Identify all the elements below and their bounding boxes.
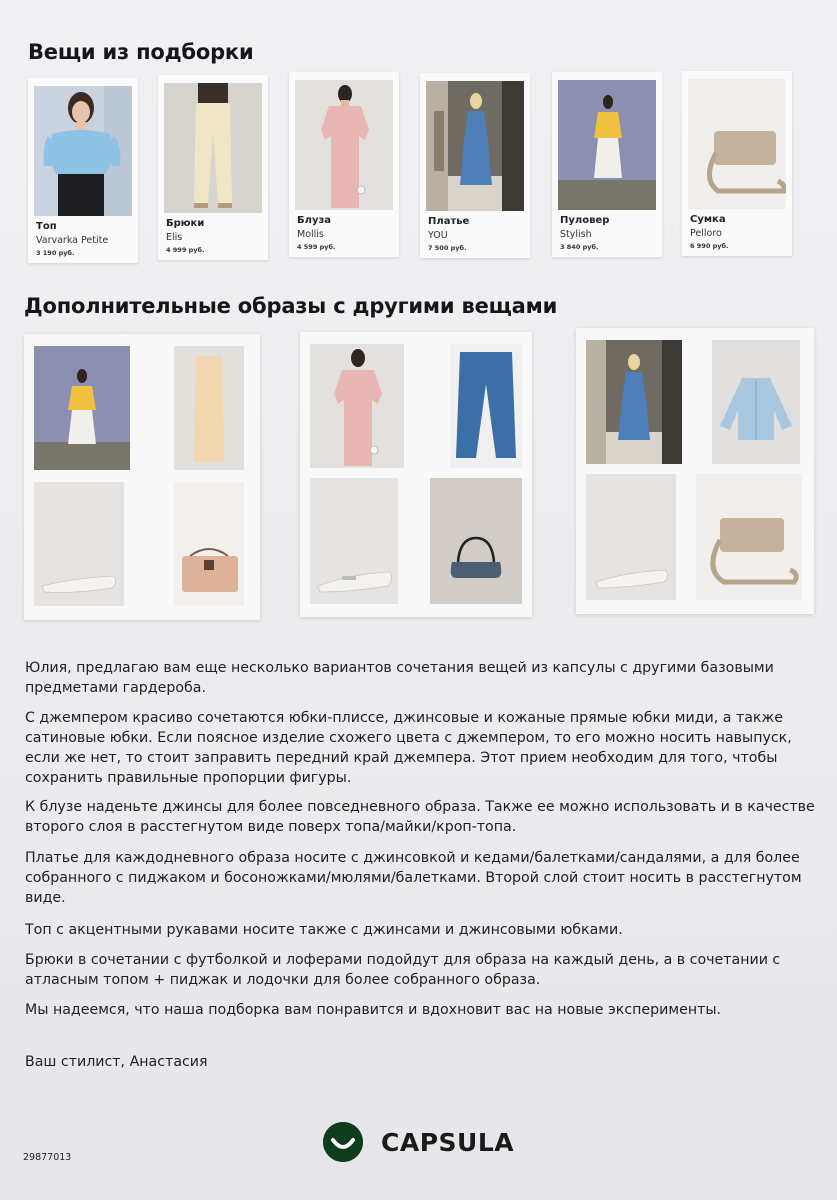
logo-text: CAPSULA: [381, 1127, 515, 1157]
outfit-tile-crossbody-bag: [696, 474, 802, 600]
product-price: 3 840 руб.: [560, 243, 599, 251]
section-title-looks: Дополнительные образы с другими вещами: [24, 294, 558, 318]
paragraph-dress: Платье для каждодневного образа носите с джинсовкой и кедами/балетками/сандалями, а для более собранного с пиджаком и босоножками/мюлями/балетками. Второй слой стоит носить в расстегнутом виде.: [25, 850, 802, 906]
document-number: 29877013: [23, 1152, 72, 1163]
product-card-blouse[interactable]: [289, 72, 399, 257]
paragraph-intro: Юлия, предлагаю вам еще несколько вариантов сочетания вещей из капсулы с другими базовыми предметами гардероба.: [25, 660, 774, 696]
product-card-dress[interactable]: [420, 73, 530, 258]
outfit-panel-2[interactable]: [300, 332, 532, 617]
outfit-tile-blouse: [310, 344, 404, 468]
outfit-tile-jeans: [450, 344, 522, 468]
outfit-tile-flats: [34, 482, 124, 606]
signature: Ваш стилист, Анастасия: [25, 1054, 208, 1070]
product-price: 4 599 руб.: [297, 243, 336, 251]
product-photo-top: [34, 86, 132, 216]
outfit-tile-flats-2: [586, 474, 676, 600]
product-card-top[interactable]: [28, 78, 138, 263]
outfit-panel-1[interactable]: [24, 334, 260, 620]
paragraph-jumper: С джемпером красиво сочетаются юбки-плиссе, джинсовые и кожаные прямые юбки миди, а также сатиновые юбки. Если поясное изделие схожего цвета с джемпером, то его можно носить навыпуск, если же нет, то стоит заправить передний край джемпера. Этот прием необходим для того, чтобы сохранить правильные пропорции фигуры.: [25, 710, 792, 786]
product-category: Сумка: [690, 214, 726, 225]
product-price: 3 190 руб.: [36, 249, 75, 257]
product-brand: Pelloro: [690, 228, 722, 239]
product-photo-trousers: [164, 83, 262, 213]
paragraph-closing: Мы надеемся, что наша подборка вам понравится и вдохновит вас на новые эксперименты.: [25, 1002, 722, 1018]
product-brand: Varvarka Petite: [36, 235, 109, 246]
outfit-tile-loafers: [310, 478, 398, 604]
product-card-bag[interactable]: [682, 71, 792, 256]
product-category: Брюки: [166, 218, 205, 229]
outfit-tile-bag: [174, 482, 244, 606]
product-price: 6 990 руб.: [690, 242, 729, 250]
product-photo-dress: [426, 81, 524, 211]
section-title-items: Вещи из подборки: [28, 40, 254, 64]
outfit-tile-dress: [586, 340, 682, 464]
outfit-tile-denim-jacket: [712, 340, 800, 464]
product-category: Пуловер: [560, 215, 610, 226]
paragraph-trousers: Брюки в сочетании с футболкой и лоферами подойдут для образа на каждый день, а в сочетании с атласным топом + пиджак и лодочки для более собранного образа.: [25, 952, 781, 988]
outfit-tile-skirt: [174, 346, 244, 470]
smile-circle-icon: [323, 1122, 363, 1162]
product-category: Топ: [36, 221, 57, 232]
product-brand: Elis: [166, 232, 183, 243]
product-category: Блуза: [297, 215, 332, 226]
product-photo-pullover: [558, 80, 656, 210]
outfit-tile-pullover: [34, 346, 130, 470]
product-brand: Stylish: [560, 229, 592, 240]
paragraph-top: Топ с акцентными рукавами носите также с джинсами и джинсовыми юбками.: [25, 922, 623, 938]
product-brand: YOU: [428, 230, 448, 241]
paragraph-blouse: К блузе наденьте джинсы для более повседневного образа. Также ее можно использовать и в качестве второго слоя в расстегнутом виде поверх топа/майки/кроп-топа.: [25, 799, 815, 835]
product-price: 7 500 руб.: [428, 244, 467, 252]
outfit-tile-handbag: [430, 478, 522, 604]
product-card-trousers[interactable]: [158, 75, 268, 260]
product-card-pullover[interactable]: [552, 72, 662, 257]
product-category: Платье: [428, 216, 470, 227]
product-brand: Mollis: [297, 229, 324, 240]
product-photo-blouse: [295, 80, 393, 210]
product-price: 4 999 руб.: [166, 246, 205, 254]
capsula-logo: [323, 1122, 514, 1162]
outfit-panel-3[interactable]: [576, 328, 814, 614]
product-photo-bag: [688, 79, 786, 209]
